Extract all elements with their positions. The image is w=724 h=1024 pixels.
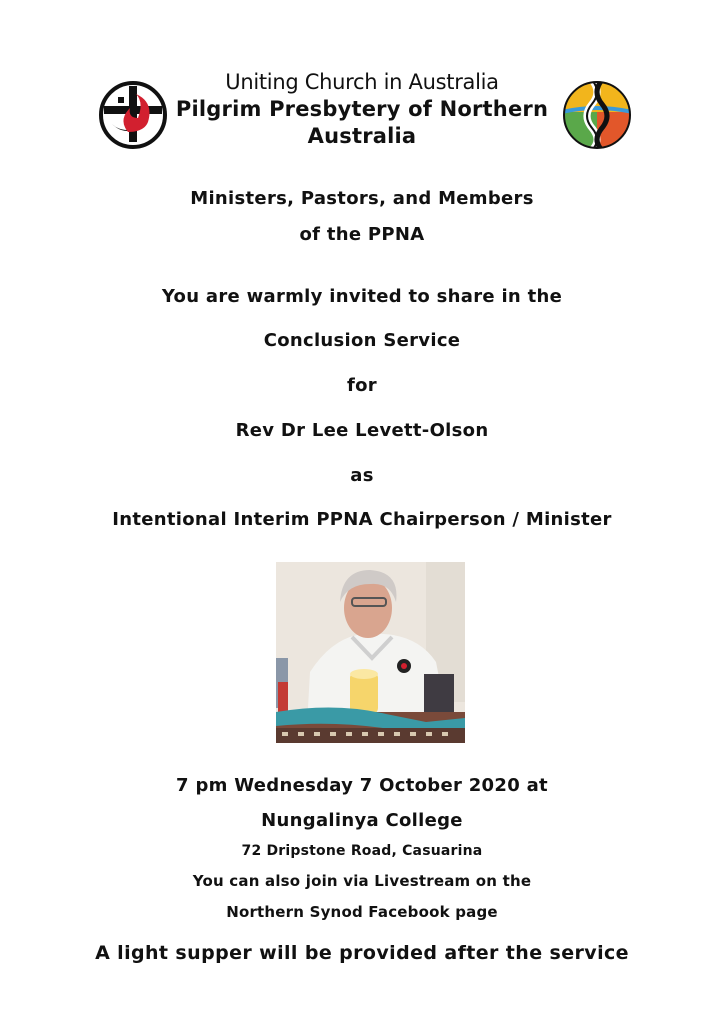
- venue-address: 72 Dripstone Road, Casuarina: [241, 843, 483, 859]
- as-text: as: [350, 465, 374, 486]
- audience-line-2: of the PPNA: [299, 224, 425, 245]
- livestream-line-1: You can also join via Livestream on the: [192, 872, 532, 890]
- portrait-photo: [276, 562, 465, 743]
- role-title: Intentional Interim PPNA Chairperson / Minister: [112, 509, 612, 530]
- minister-name: Rev Dr Lee Levett-Olson: [235, 420, 489, 441]
- event-datetime: 7 pm Wednesday 7 October 2020 at: [176, 775, 548, 796]
- invite-text: You are warmly invited to share in the: [161, 286, 563, 307]
- presbytery-name: Pilgrim Presbytery of Northern Australia: [175, 97, 549, 148]
- audience-line-1: Ministers, Pastors, and Members: [190, 188, 534, 209]
- service-title: Conclusion Service: [263, 330, 461, 351]
- supper-note: A light supper will be provided after the service: [95, 942, 629, 964]
- for-text: for: [347, 375, 377, 396]
- venue-name: Nungalinya College: [261, 810, 463, 831]
- livestream-line-2: Northern Synod Facebook page: [226, 903, 498, 921]
- church-name: Uniting Church in Australia: [225, 70, 499, 94]
